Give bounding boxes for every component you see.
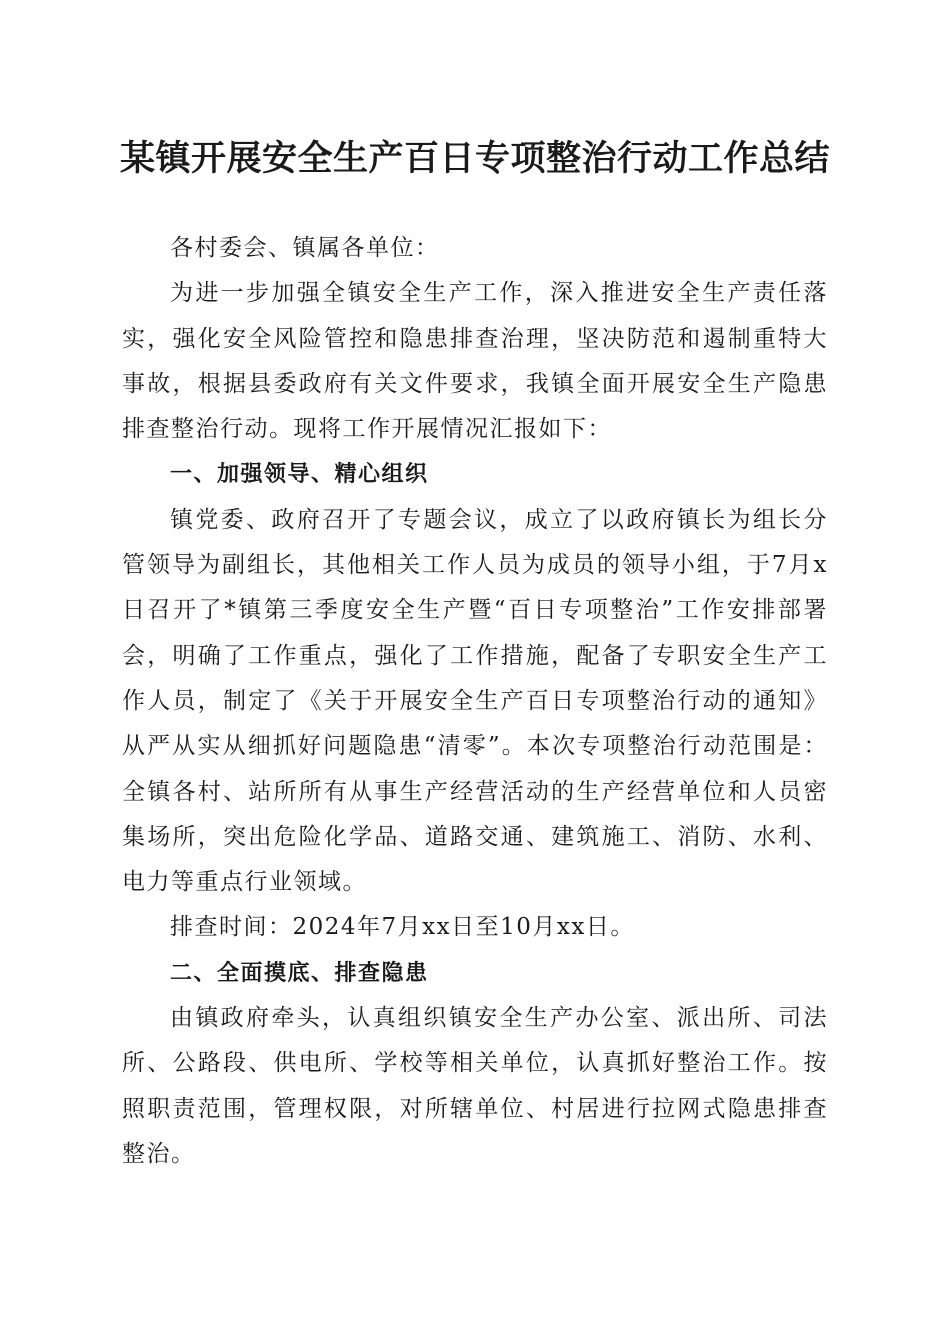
document-body [122, 226, 828, 1177]
document-title: 某镇开展安全生产百日专项整治行动工作总结 [119, 138, 830, 179]
section-heading-1: 一、加强领导、精心组织 [170, 462, 429, 488]
section1-paragraph-1: 镇党委、政府召开了专题会议，成立了以政府镇长为组长分管领导为副组长，其他相关工作人员为成员的领导小组，于7月x日召开了*镇第三季度安全生产暨“百日专项整治”工作安排部署会，明确了工作重点，强化了工作措施，配备了专职安全生产工作人员，制定了《关于开展安全生产百日专项整治行动的通知》从严从实从细抓好问题隐患“清零”。本次专项整治行动范围是：全镇各村、站所所有从事生产经营活动的生产经营单位和人员密集场所，突出危险化学品、道路交通、建筑施工、消防、水利、电力等重点行业领域。 [122, 506, 828, 896]
salutation: 各村委会、镇属各单位： [170, 235, 440, 261]
intro-paragraph: 为进一步加强全镇安全生产工作，深入推进安全生产责任落实，强化安全风险管控和隐患排查治理，坚决防范和遏制重特大事故，根据县委政府有关文件要求，我镇全面开展安全生产隐患排查整治行动。现将工作开展情况汇报如下： [122, 280, 828, 443]
section1-paragraph-2: 排查时间：2024年7月xx日至10月xx日。 [170, 914, 635, 941]
section2-paragraph-1: 由镇政府牵头，认真组织镇安全生产办公室、派出所、司法所、公路段、供电所、学校等相关单位，认真抓好整治工作。按照职责范围，管理权限，对所辖单位、村居进行拉网式隐患排查整治。 [122, 1005, 828, 1167]
section-heading-2: 二、全面摸底、排查隐患 [170, 960, 429, 986]
